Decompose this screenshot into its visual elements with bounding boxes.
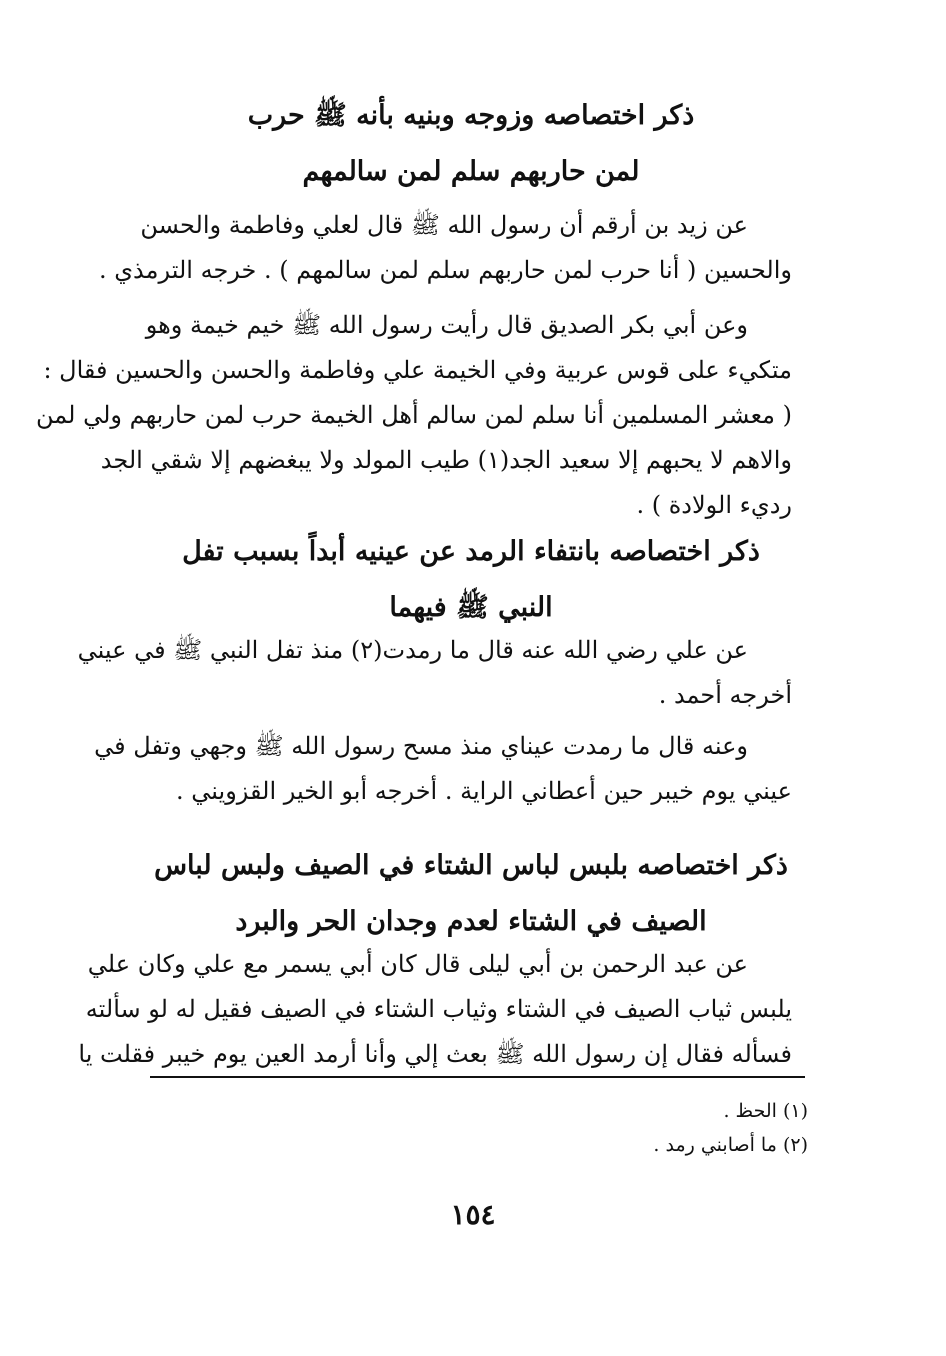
heading-line: ذكر اختصاصه بانتفاء الرمد عن عينيه أبداً بسبب تفل [182,536,760,567]
page-number: ١٥٤ [450,1198,496,1231]
section-2 [150,524,792,636]
footnotes [150,1094,808,1162]
paragraph [78,942,792,1077]
heading-line: النبي ﷺ فيهما [389,592,553,623]
text-line: وعن أبي بكر الصديق قال رأيت رسول الله ﷺ خيم خيمة وهو [145,311,748,339]
heading-line: ذكر اختصاصه بلبس لباس الشتاء في الصيف ولبس لباس [154,850,788,881]
section-1-paragraph-2 [36,303,792,528]
heading-line: لمن حاربهم سلم لمن سالمهم [302,156,640,187]
footnote: (٢) ما أصابني رمد . [653,1134,808,1156]
text-line: فسأله فقال إن رسول الله ﷺ بعث إلي وأنا أرمد العين يوم خيبر فقلت يا [78,1040,792,1068]
paragraph [36,303,792,528]
section-heading [150,838,792,950]
text-line: عن علي رضي الله عنه قال ما رمدت(٢) منذ تفل النبي ﷺ في عيني [77,636,748,664]
section-1 [150,88,792,200]
heading-line: الصيف في الشتاء لعدم وجدان الحر والبرد [235,906,707,937]
section-heading [150,524,792,636]
footnote: (١) الحظ . [723,1100,808,1122]
section-3 [150,838,792,950]
text-line: ( معشر المسلمين أنا سلم لمن سالم أهل الخيمة حرب لمن حاربهم ولي لمن [36,401,792,429]
text-line: والحسين ( أنا حرب لمن حاربهم سلم لمن سالمهم ) . خرجه الترمذي . [99,256,792,284]
text-line: متكيء على قوس عربية وفي الخيمة علي وفاطمة والحسن والحسين فقال : [43,356,792,384]
paragraph [77,628,792,718]
text-line: عن زيد بن أرقم أن رسول الله ﷺ قال لعلي وفاطمة والحسن [140,211,748,239]
section-1-paragraph-1 [99,203,792,293]
paragraph [94,724,792,814]
text-line: وعنه قال ما رمدت عيناي منذ مسح رسول الله ﷺ وجهي وتفل في [94,732,748,760]
paragraph [99,203,792,293]
section-2-paragraph-2 [94,724,792,814]
section-2-paragraph-1 [77,628,792,718]
text-line: يلبس ثياب الصيف في الشتاء وثياب الشتاء في الصيف فقيل له لو سألته [85,995,792,1023]
text-line: أخرجه أحمد . [658,681,792,709]
section-heading [150,88,792,200]
text-line: عيني يوم خيبر حين أعطاني الراية . أخرجه أبو الخير القزويني . [176,777,792,805]
footnote-divider [150,1076,805,1078]
text-line: والاهم لا يحبهم إلا سعيد الجد(١) طيب المولد ولا يبغضهم إلا شقي الجد [100,446,792,474]
text-line: عن عبد الرحمن بن أبي ليلى قال كان أبي يسمر مع علي وكان علي [87,950,748,978]
text-line: رديء الولادة ) . [636,491,792,519]
heading-line: ذكر اختصاصه وزوجه وبنيه بأنه ﷺ حرب [247,100,695,131]
section-3-paragraph-1 [78,942,792,1077]
